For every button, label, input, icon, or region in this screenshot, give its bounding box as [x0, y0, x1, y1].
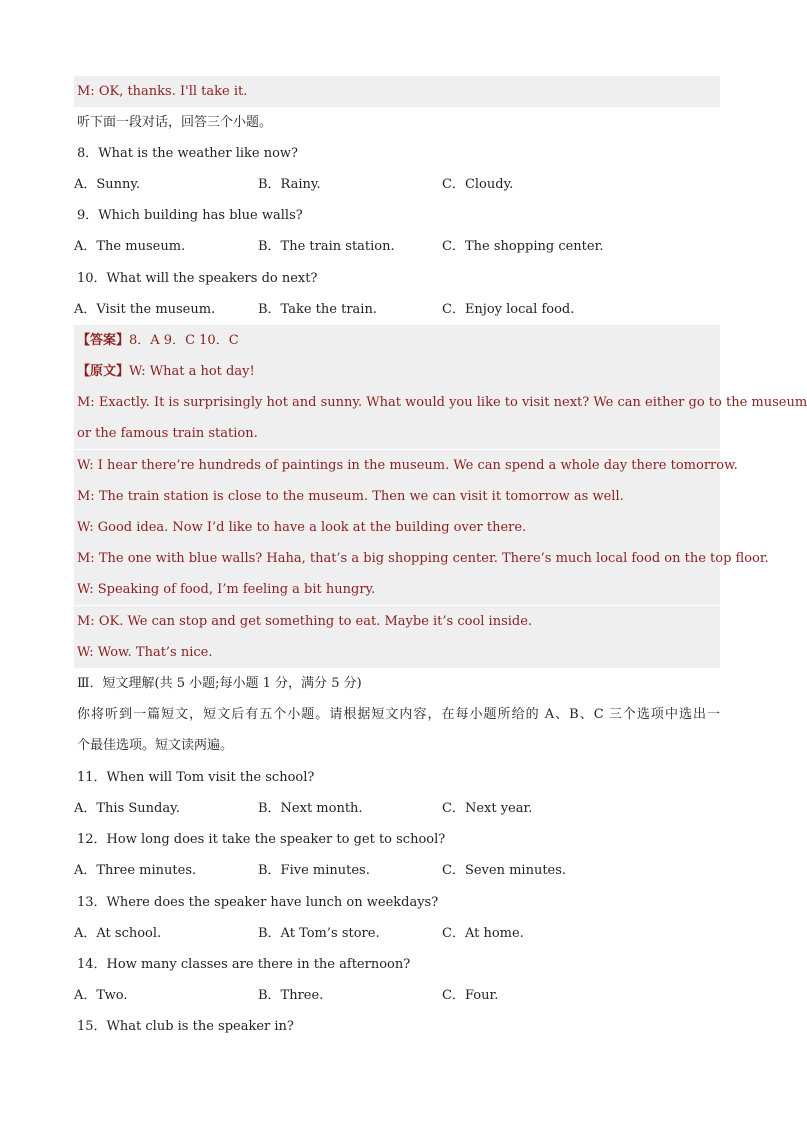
question-14: 14．How many classes are there in the afternoon?	[77, 957, 411, 972]
options-13	[74, 918, 720, 949]
option-12c[interactable]: C．Seven minutes.	[442, 863, 567, 878]
option-10a[interactable]: A．Visit the museum.	[74, 302, 216, 317]
option-13a[interactable]: A．At school.	[74, 926, 162, 941]
option-9c[interactable]: C．The shopping center.	[442, 239, 604, 254]
question-9: 9．Which building has blue walls?	[77, 208, 303, 223]
section-3-title: Ⅲ．短文理解(共 5 小题;每小题 1 分，满分 5 分)	[77, 676, 362, 691]
option-9a[interactable]: A．The museum.	[74, 239, 186, 254]
transcript-label: 【原文】	[77, 364, 130, 379]
option-13c[interactable]: C．At home.	[442, 926, 524, 941]
option-14a[interactable]: A．Two.	[74, 988, 128, 1003]
answer-label: 【答案】	[77, 333, 130, 348]
option-13b[interactable]: B．At Tom’s store.	[258, 926, 380, 941]
section-3-instructions-1: 你将听到一篇短文，短文后有五个小题。请根据短文内容，在每小题所给的 A、B、C 三个选项中选出一	[77, 707, 720, 722]
transcript-line-2: M: Exactly. It is surprisingly hot and sunny. What would you like to visit next? We can either go to the museum	[74, 387, 720, 418]
question-13: 13．Where does the speaker have lunch on weekdays?	[77, 895, 439, 910]
section-intro: 听下面一段对话，回答三个小题。	[77, 115, 273, 130]
question-12: 12．How long does it take the speaker to get to school?	[77, 832, 446, 847]
transcript-line-8: W: Speaking of food, I’m feeling a bit hungry.	[74, 574, 720, 605]
transcript-line-1	[74, 356, 720, 387]
transcript-text: W: What a hot day!	[129, 364, 255, 379]
options-8	[74, 169, 720, 200]
options-11	[74, 793, 720, 824]
option-11c[interactable]: C．Next year.	[442, 801, 533, 816]
option-8c[interactable]: C．Cloudy.	[442, 177, 514, 192]
options-10	[74, 294, 720, 325]
transcript-line-5: M: The train station is close to the museum. Then we can visit it tomorrow as well.	[74, 481, 720, 512]
option-10c[interactable]: C．Enjoy local food.	[442, 302, 575, 317]
option-8a[interactable]: A．Sunny.	[74, 177, 141, 192]
option-8b[interactable]: B．Rainy.	[258, 177, 321, 192]
question-10: 10．What will the speakers do next?	[77, 271, 318, 286]
transcript-line-4: W: I hear there’re hundreds of paintings in the museum. We can spend a whole day there tomorrow.	[74, 450, 720, 481]
transcript-line-3: or the famous train station.	[74, 418, 720, 449]
answer-text: 8．A 9．C 10．C	[129, 333, 239, 348]
question-15: 15．What club is the speaker in?	[77, 1019, 294, 1034]
options-12	[74, 855, 720, 886]
transcript-line-9: M: OK. We can stop and get something to eat. Maybe it’s cool inside.	[74, 606, 720, 637]
option-11b[interactable]: B．Next month.	[258, 801, 363, 816]
answer-line	[74, 325, 720, 356]
option-9b[interactable]: B．The train station.	[258, 239, 395, 254]
question-8: 8．What is the weather like now?	[77, 146, 299, 161]
option-11a[interactable]: A．This Sunday.	[74, 801, 180, 816]
transcript-line-10: W: Wow. That’s nice.	[74, 637, 720, 668]
section-3-instructions-2: 个最佳选项。短文读两遍。	[77, 738, 234, 753]
transcript-line-6: W: Good idea. Now I’d like to have a look at the building over there.	[74, 512, 720, 543]
option-12a[interactable]: A．Three minutes.	[74, 863, 197, 878]
option-12b[interactable]: B．Five minutes.	[258, 863, 370, 878]
option-10b[interactable]: B．Take the train.	[258, 302, 377, 317]
transcript-line-7: M: The one with blue walls? Haha, that’s a big shopping center. There’s much local food on the top floor.	[74, 543, 720, 574]
option-14b[interactable]: B．Three.	[258, 988, 324, 1003]
dialog-line: M: OK, thanks. I'll take it.	[74, 76, 720, 107]
options-14	[74, 980, 720, 1011]
option-14c[interactable]: C．Four.	[442, 988, 499, 1003]
question-11: 11．When will Tom visit the school?	[77, 770, 315, 785]
options-9	[74, 231, 720, 262]
